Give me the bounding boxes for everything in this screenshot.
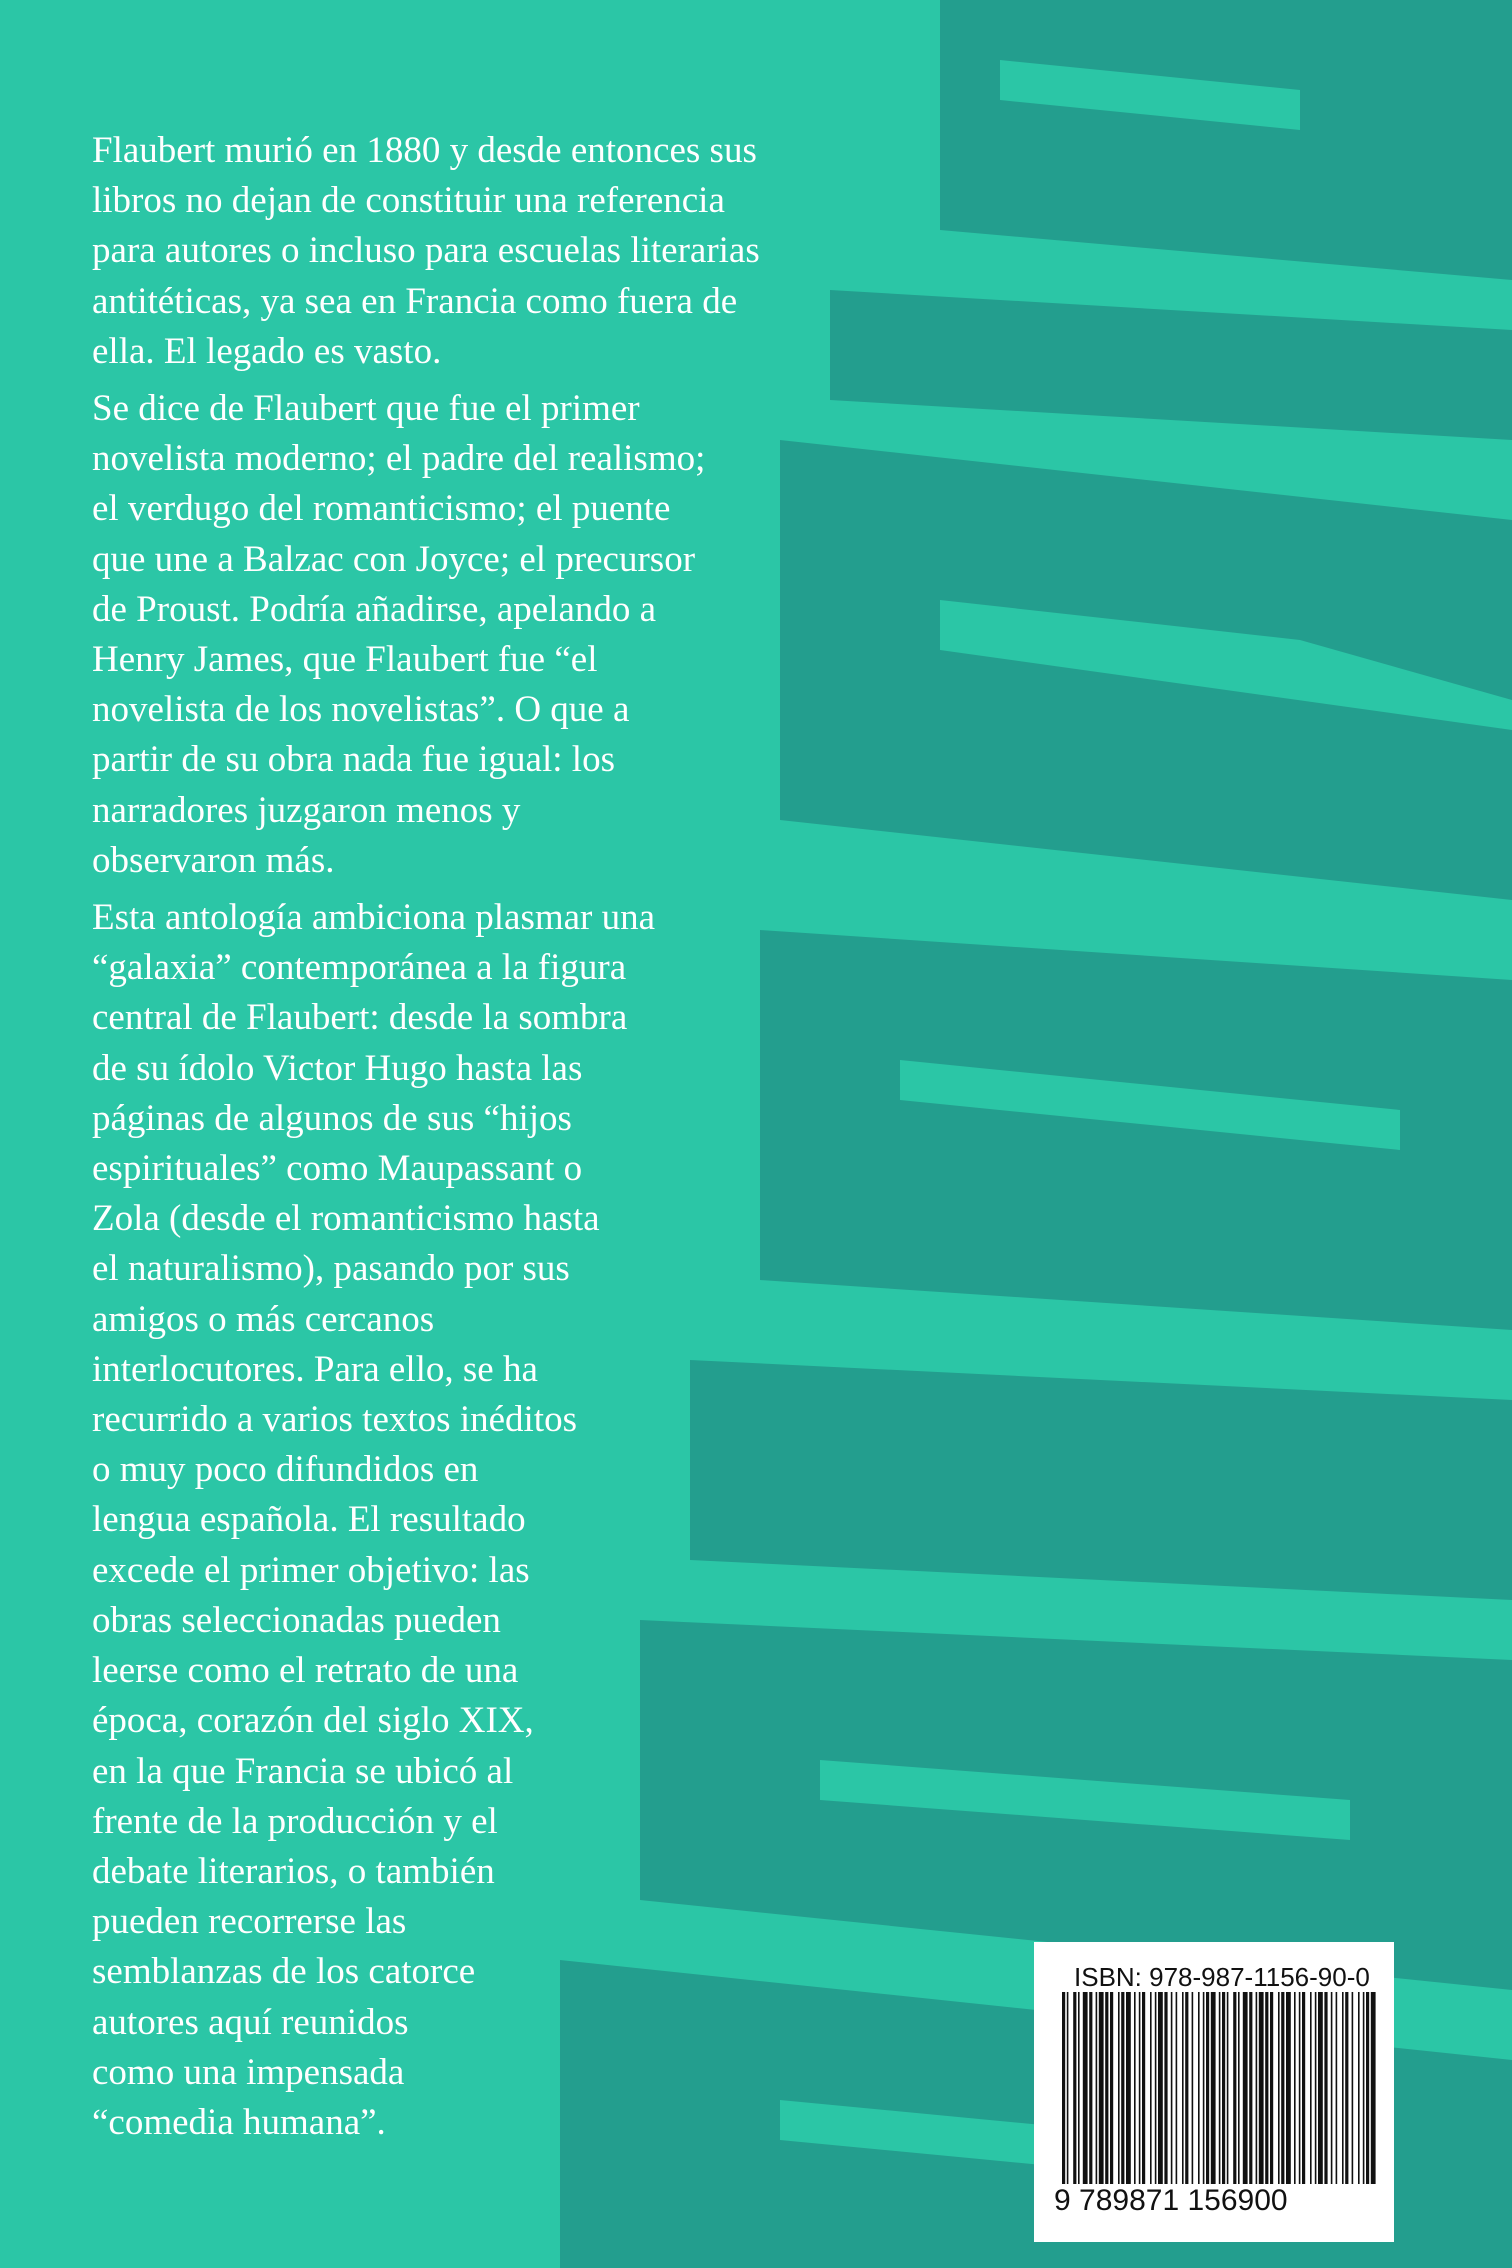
- text-line: el verdugo del romanticismo; el puente: [92, 488, 671, 530]
- text-line: leerse como el retrato de una: [92, 1650, 519, 1692]
- text-line: como una impensada: [92, 2051, 405, 2093]
- barcode-bar: [1096, 1992, 1098, 2184]
- barcode-bar: [1222, 1992, 1225, 2184]
- barcode-bar: [1315, 1992, 1317, 2184]
- barcode-bar: [1259, 1992, 1264, 2184]
- blurb-paragraph-3: [92, 893, 872, 2148]
- barcode-bar: [1318, 1992, 1323, 2184]
- text-line: debate literarios, o también: [92, 1850, 495, 1892]
- barcode-bar: [1185, 1992, 1188, 2184]
- barcode-bar: [1336, 1992, 1338, 2184]
- text-line: pueden recorrerse las: [92, 1901, 407, 1943]
- text-line: para autores o incluso para escuelas literarias: [92, 230, 760, 272]
- text-line: época, corazón del siglo XIX,: [92, 1700, 534, 1742]
- barcode-bar: [1099, 1992, 1104, 2184]
- text-line: Se dice de Flaubert que fue el primer: [92, 388, 640, 430]
- text-line: obras seleccionadas pueden: [92, 1599, 501, 1641]
- text-line: páginas de algunos de sus “hijos: [92, 1097, 572, 1139]
- text-line: en la que Francia se ubicó al: [92, 1750, 514, 1792]
- barcode-bar: [1211, 1992, 1216, 2184]
- isbn-barcode: [1034, 1942, 1394, 2242]
- barcode-bar: [1366, 1992, 1369, 2184]
- barcode-bar: [1294, 1992, 1296, 2184]
- barcode-bar: [1139, 1992, 1141, 2184]
- barcode-bar: [1158, 1992, 1163, 2184]
- text-line: de Proust. Podría añadirse, apelando a: [92, 588, 657, 630]
- barcode-bar: [1155, 1992, 1157, 2184]
- text-line: ella. El legado es vasto.: [92, 330, 442, 372]
- letter-shape: [830, 290, 1512, 440]
- text-line: Flaubert murió en 1880 y desde entonces sus: [92, 130, 757, 171]
- text-line: antitéticas, ya sea en Francia como fuera de: [92, 280, 738, 322]
- text-line: interlocutores. Para ello, se ha: [92, 1348, 538, 1390]
- barcode-bar: [1182, 1992, 1184, 2184]
- barcode-bar: [1331, 1992, 1333, 2184]
- barcode-bar: [1371, 1992, 1376, 2184]
- barcode-bar: [1256, 1992, 1258, 2184]
- barcode-bar: [1126, 1992, 1131, 2184]
- barcode-bar: [1310, 1992, 1312, 2184]
- blurb-paragraph-1: [92, 126, 872, 377]
- text-line: Henry James, que Flaubert fue “el: [92, 639, 598, 681]
- text-line: recurrido a varios textos inéditos: [92, 1399, 577, 1441]
- barcode-bar: [1171, 1992, 1173, 2184]
- text-line: frente de la producción y el: [92, 1800, 498, 1842]
- barcode-bar: [1227, 1992, 1229, 2184]
- barcode-bar: [1299, 1992, 1301, 2184]
- text-line: Esta antología ambiciona plasmar una: [92, 897, 656, 939]
- text-line: lengua española. El resultado: [92, 1499, 526, 1541]
- barcode-bar: [1206, 1992, 1209, 2184]
- text-line: libros no dejan de constituir una referencia: [92, 180, 725, 222]
- barcode-bar: [1345, 1992, 1348, 2184]
- barcode-bar: [1249, 1992, 1252, 2184]
- text-line: observaron más.: [92, 839, 335, 881]
- text-line: Zola (desde el romanticismo hasta: [92, 1198, 600, 1240]
- barcode-bar: [1078, 1992, 1080, 2184]
- text-line: de su ídolo Victor Hugo hasta las: [92, 1047, 583, 1089]
- barcode-bar: [1198, 1992, 1200, 2184]
- barcode-bars: [1058, 1992, 1376, 2184]
- letter-shape: [940, 0, 1512, 280]
- text-line: excede el primer objetivo: las: [92, 1549, 530, 1591]
- barcode-bar: [1302, 1992, 1305, 2184]
- barcode-bar: [1203, 1992, 1205, 2184]
- barcode-bar: [1324, 1992, 1327, 2184]
- text-line: el naturalismo), pasando por sus: [92, 1248, 570, 1290]
- text-line: que une a Balzac con Joyce; el precursor: [92, 538, 696, 580]
- barcode-bar: [1176, 1992, 1178, 2184]
- text-line: “comedia humana”.: [92, 2101, 386, 2143]
- barcode-bar: [1281, 1992, 1284, 2184]
- barcode-bar: [1073, 1992, 1076, 2184]
- barcode-bar: [1265, 1992, 1268, 2184]
- blurb-paragraph-2: [92, 384, 872, 886]
- barcode-bar: [1067, 1992, 1069, 2184]
- blurb-text: [92, 126, 872, 2155]
- barcode-bar: [1121, 1992, 1124, 2184]
- barcode-bar: [1118, 1992, 1120, 2184]
- text-line: amigos o más cercanos: [92, 1298, 435, 1340]
- barcode-bar: [1110, 1992, 1113, 2184]
- text-line: novelista moderno; el padre del realismo;: [92, 438, 706, 480]
- barcode-bar: [1238, 1992, 1240, 2184]
- text-line: espirituales” como Maupassant o: [92, 1148, 583, 1190]
- barcode-digits: 9 789871 156900: [1054, 2184, 1288, 2217]
- text-line: narradores juzgaron menos y: [92, 789, 521, 831]
- barcode-bar: [1083, 1992, 1088, 2184]
- barcode-bar: [1164, 1992, 1167, 2184]
- text-line: semblanzas de los catorce: [92, 1951, 476, 1993]
- barcode-bar: [1192, 1992, 1194, 2184]
- barcode-bar: [1089, 1992, 1092, 2184]
- text-line: partir de su obra nada fue igual: los: [92, 739, 615, 781]
- barcode-bar: [1363, 1992, 1365, 2184]
- barcode-bar: [1142, 1992, 1145, 2184]
- barcode-bar: [1105, 1992, 1108, 2184]
- barcode-bar: [1278, 1992, 1280, 2184]
- barcode-bar: [1270, 1992, 1273, 2184]
- isbn-label: ISBN: 978-987-1156-90-0: [1074, 1962, 1370, 1992]
- text-line: o muy poco difundidos en: [92, 1449, 479, 1491]
- barcode-bar: [1219, 1992, 1221, 2184]
- barcode-bar: [1233, 1992, 1236, 2184]
- text-line: “galaxia” contemporánea a la figura: [92, 947, 627, 989]
- barcode-bar: [1342, 1992, 1344, 2184]
- text-line: autores aquí reunidos: [92, 2001, 409, 2043]
- barcode-bar: [1134, 1992, 1136, 2184]
- barcode-bar: [1150, 1992, 1152, 2184]
- text-line: central de Flaubert: desde la sombra: [92, 997, 628, 1039]
- barcode-bar: [1286, 1992, 1291, 2184]
- barcode-bar: [1243, 1992, 1248, 2184]
- barcode-bar: [1358, 1992, 1360, 2184]
- text-line: novelista de los novelistas”. O que a: [92, 689, 630, 731]
- barcode-bar: [1352, 1992, 1354, 2184]
- barcode-bar: [1062, 1992, 1065, 2184]
